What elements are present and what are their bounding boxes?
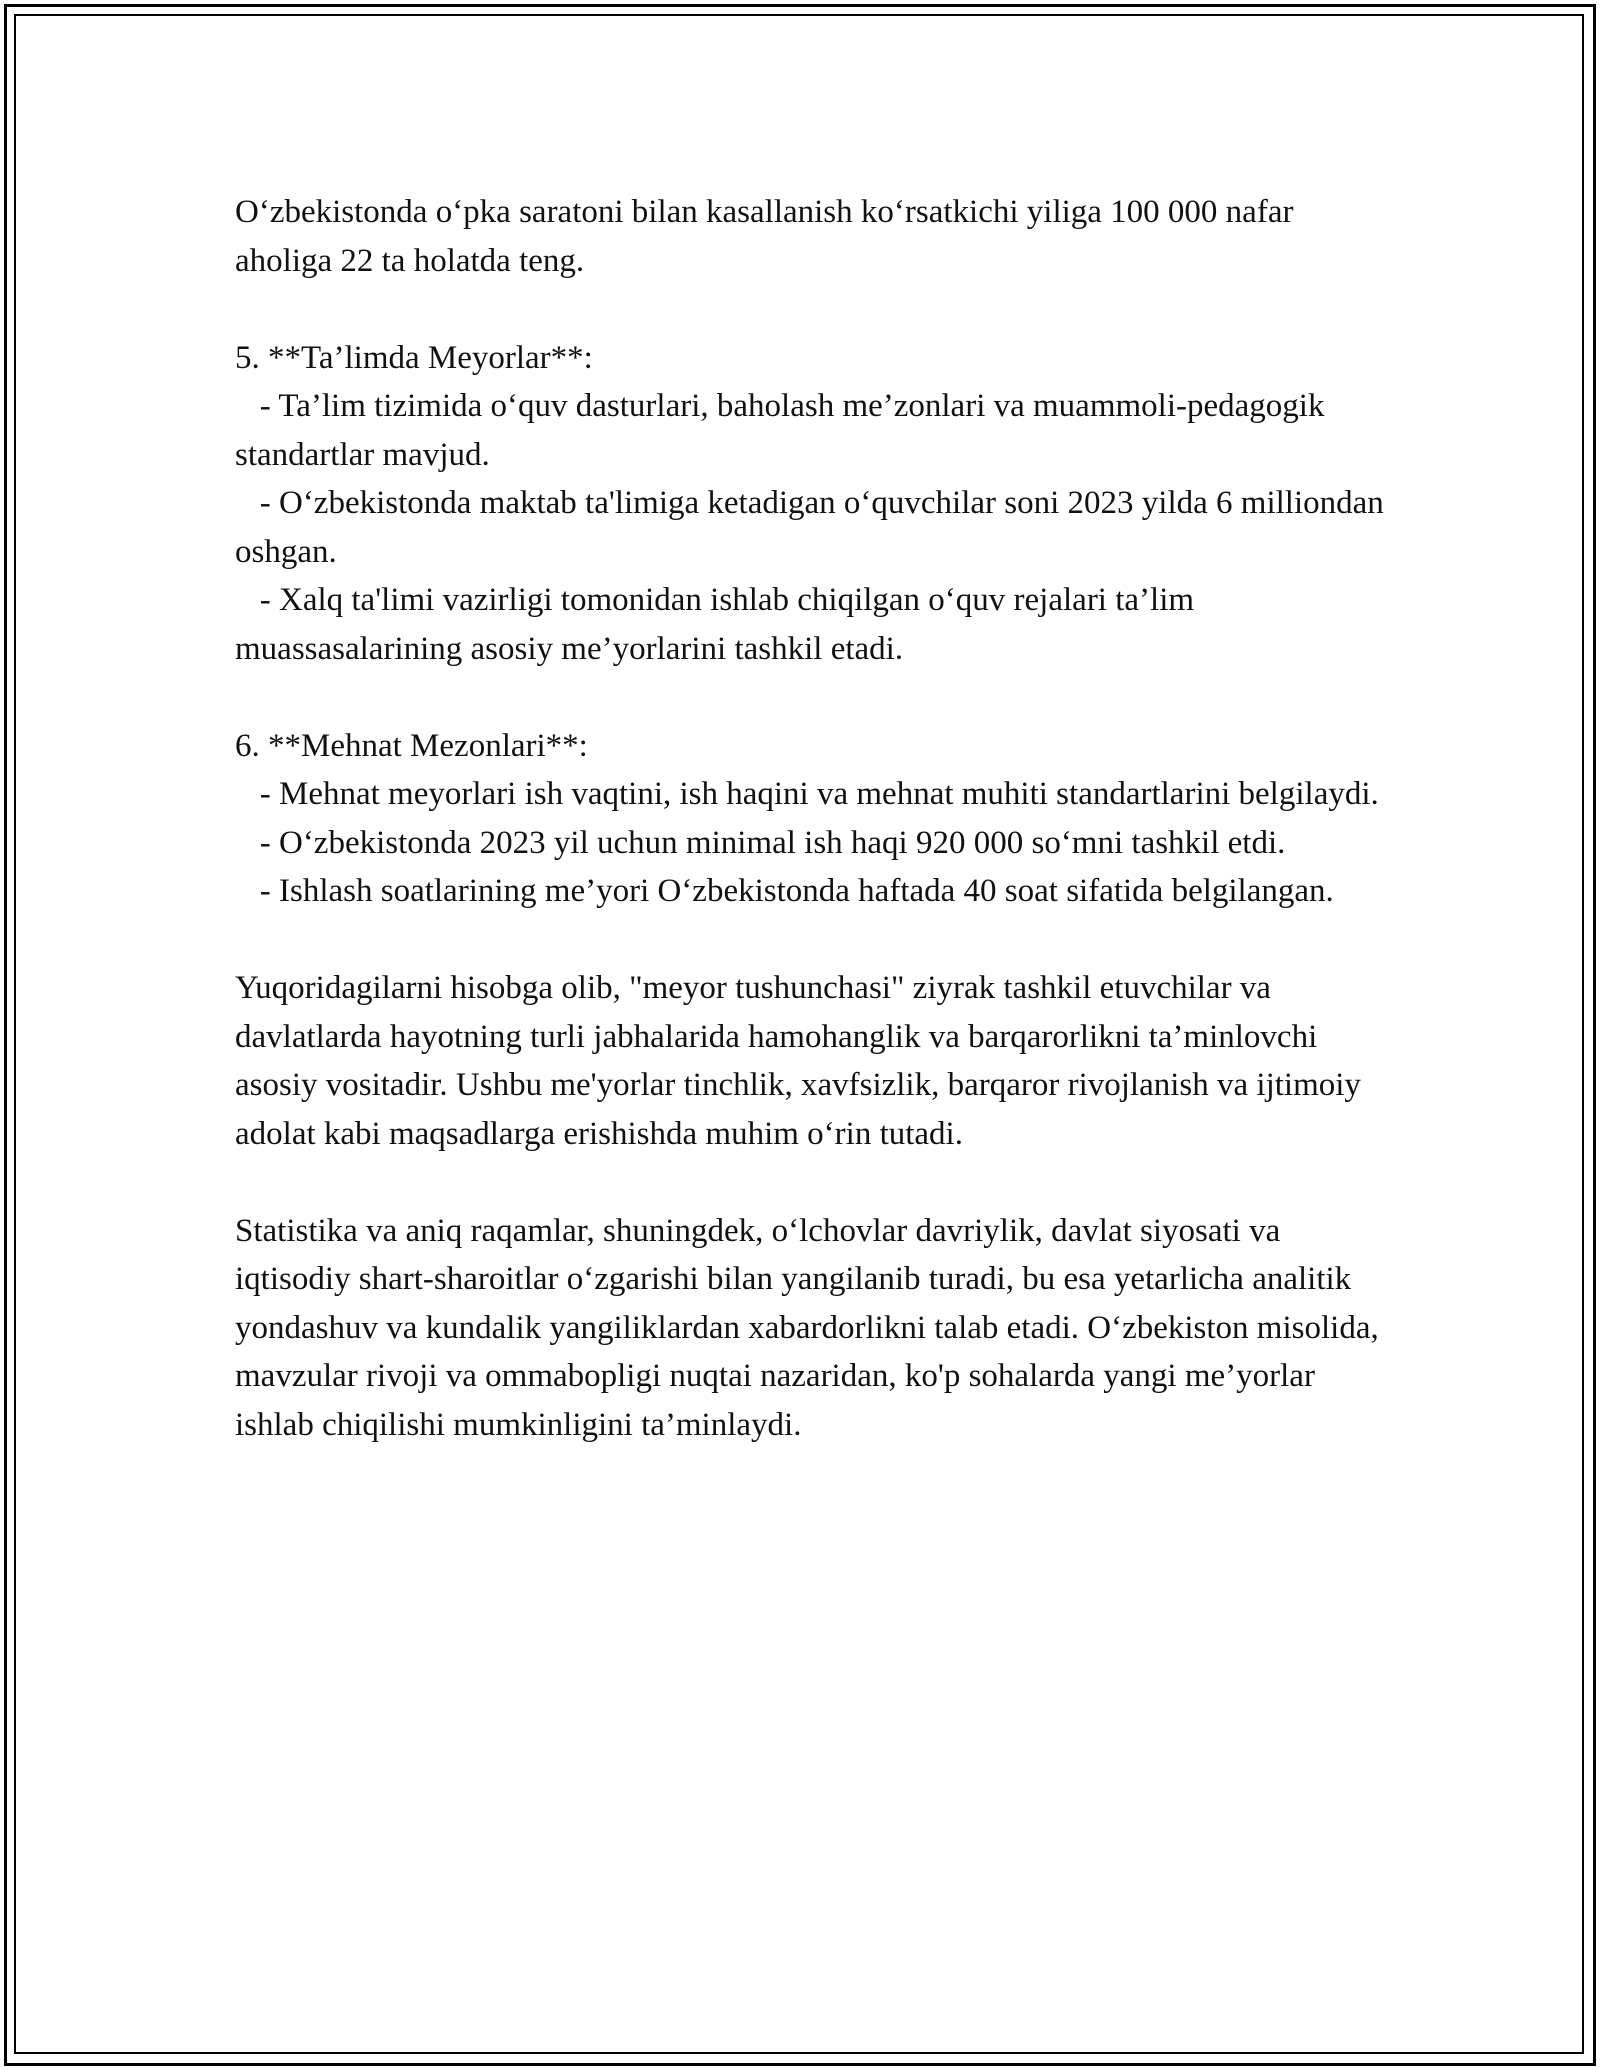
section-6-heading: 6. **Mehnat Mezonlari**: [235, 727, 588, 764]
section-5-bullet-2: - O‘zbekistonda maktab ta'limiga ketadigan o‘quvchilar soni 2023 yilda 6 milliondan oshgan. [235, 485, 1393, 570]
section-5-bullet-3: - Xalq ta'limi vazirligi tomonidan ishlab chiqilgan o‘quv rejalari ta’lim muassasalarining asosiy me’yorlarini tashkil etadi. [235, 582, 1203, 667]
conclusion-paragraph-1: Yuqoridagilarni hisobga olib, "meyor tushunchasi" ziyrak tashkil etuvchilar va davlatlarda hayotning turli jabhalarida hamohanglik va barqarorlikni ta’minlovchi asosiy vositadir. Ushbu me'yorlar tinchlik, xavfsizlik, barqaror rivojlanish va ijtimoiy adolat kabi maqsadlarga erishishda muhim o‘rin tutadi. [235, 970, 1370, 1152]
document-body [235, 188, 1395, 1449]
intro-paragraph: O‘zbekistonda o‘pka saratoni bilan kasallanish ko‘rsatkichi yiliga 100 000 nafar aholiga 22 ta holatda teng. [235, 194, 1302, 279]
section-6-bullet-2: - O‘zbekistonda 2023 yil uchun minimal ish haqi 920 000 so‘mni tashkil etdi. [235, 824, 1286, 861]
paragraph-spacer [235, 1158, 1395, 1207]
section-5-bullet-1: - Ta’lim tizimida o‘quv dasturlari, baholash me’zonlari va muammoli-pedagogik standartlar mavjud. [235, 388, 1333, 473]
paragraph-spacer [235, 673, 1395, 722]
paragraph-spacer [235, 916, 1395, 965]
section-5-heading: 5. **Ta’limda Meyorlar**: [235, 339, 593, 376]
section-6-bullet-3: - Ishlash soatlarining me’yori O‘zbekistonda haftada 40 soat sifatida belgilangan. [235, 873, 1334, 909]
section-6-bullet-1: - Mehnat meyorlari ish vaqtini, ish haqini va mehnat muhiti standartlarini belgilaydi. [235, 776, 1379, 812]
paragraph-spacer [235, 285, 1395, 334]
conclusion-paragraph-2: Statistika va aniq raqamlar, shuningdek, o‘lchovlar davriylik, davlat siyosati va iqtisodiy shart-sharoitlar o‘zgarishi bilan yangilanib turadi, bu esa yetarlicha analitik yondashuv va kundalik yangiliklardan xabardorlikni talab etadi. O‘zbekiston misolida, mavzular rivoji va ommabopligi nuqtai nazaridan, ko'p sohalarda yangi me’yorlar ishlab chiqilishi mumkinligini ta’minlaydi. [235, 1212, 1387, 1443]
